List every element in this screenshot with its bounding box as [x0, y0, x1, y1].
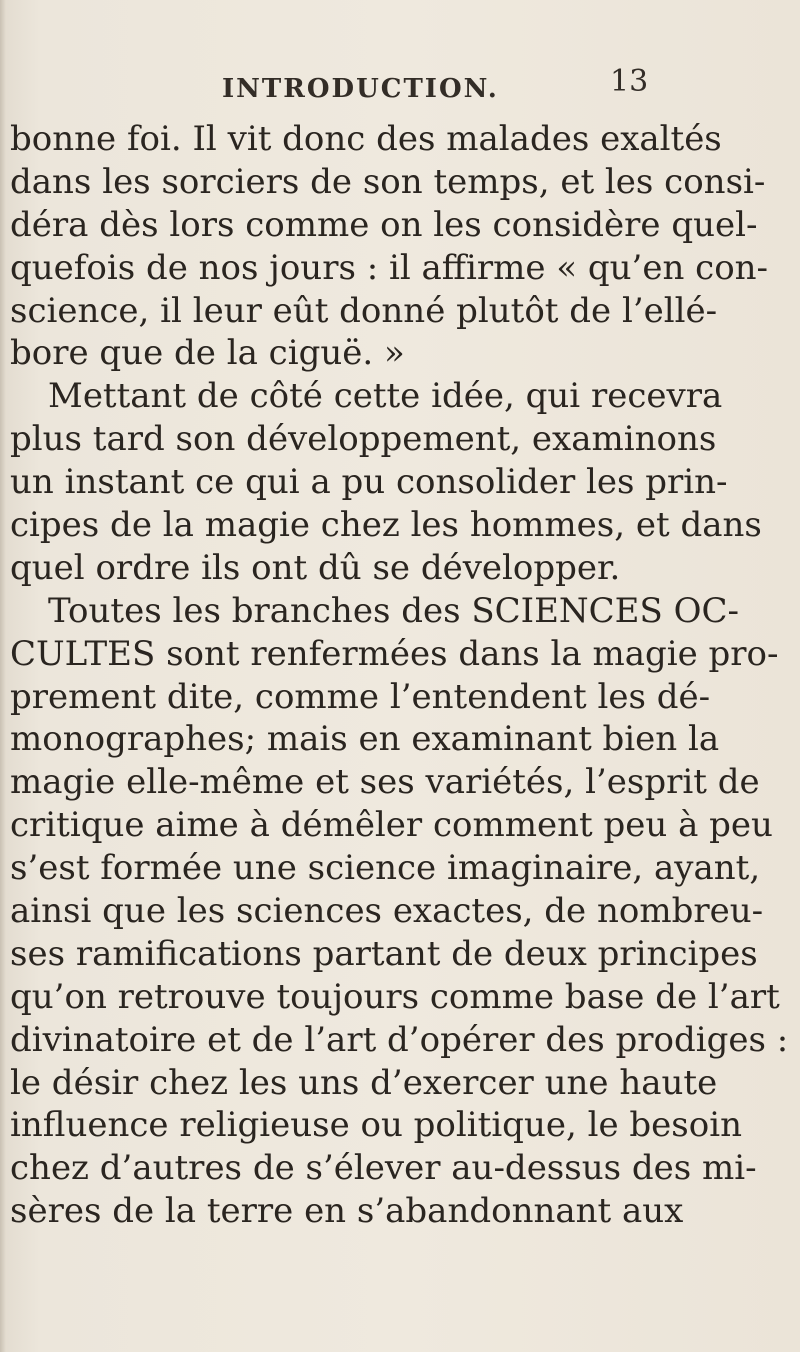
text-line: cipes de la magie chez les hommes, et dans: [10, 505, 762, 546]
text-line: quefois de nos jours : il affirme « qu’en con-: [10, 247, 769, 288]
text-line: influence religieuse ou politique, le besoin: [10, 1105, 742, 1146]
text-line: qu’on retrouve toujours comme base de l’art: [10, 976, 780, 1017]
text-line: déra dès lors comme on les considère quel-: [10, 204, 758, 245]
page-gutter: [0, 0, 6, 1352]
text-line: sères de la terre en s’abandonnant aux: [10, 1191, 684, 1232]
text-line: dans les sorciers de son temps, et les consi-: [10, 161, 766, 202]
text-line: s’est formée une science imaginaire, ayant,: [10, 848, 761, 889]
text-line: CULTES sont renfermées dans la magie pro-: [10, 633, 779, 674]
text-line: plus tard son développement, examinons: [10, 419, 717, 460]
paragraph-start-line: Toutes les branches des SCIENCES OC-: [48, 590, 739, 631]
body-text: [10, 118, 790, 1233]
text-line: science, il leur eût donné plutôt de l’ellé-: [10, 290, 718, 331]
text-line: prement dite, comme l’entendent les dé-: [10, 676, 711, 717]
text-line: un instant ce qui a pu consolider les prin-: [10, 462, 728, 503]
text-line: bonne foi. Il vit donc des malades exaltés: [10, 119, 722, 159]
paragraph-start-line: Mettant de côté cette idée, qui recevra: [48, 376, 723, 417]
text-line: chez d’autres de s’élever au-dessus des mi-: [10, 1148, 757, 1189]
running-title: INTRODUCTION.: [222, 74, 499, 104]
text-line: quel ordre ils ont dû se développer.: [10, 547, 621, 588]
text-line: critique aime à démêler comment peu à peu: [10, 805, 773, 846]
text-line: ainsi que les sciences exactes, de nombreu-: [10, 891, 764, 932]
text-line: le désir chez les uns d’exercer une haute: [10, 1062, 718, 1103]
page-number: 13: [610, 64, 649, 99]
page-header: [0, 64, 800, 110]
text-line: bore que de la ciguë. »: [10, 333, 405, 374]
text-line: magie elle-même et ses variétés, l’esprit de: [10, 762, 760, 803]
text-line: monographes; mais en examinant bien la: [10, 719, 720, 760]
text-line: ses ramifications partant de deux principes: [10, 933, 758, 974]
text-line: divinatoire et de l’art d’opérer des prodiges :: [10, 1019, 789, 1060]
